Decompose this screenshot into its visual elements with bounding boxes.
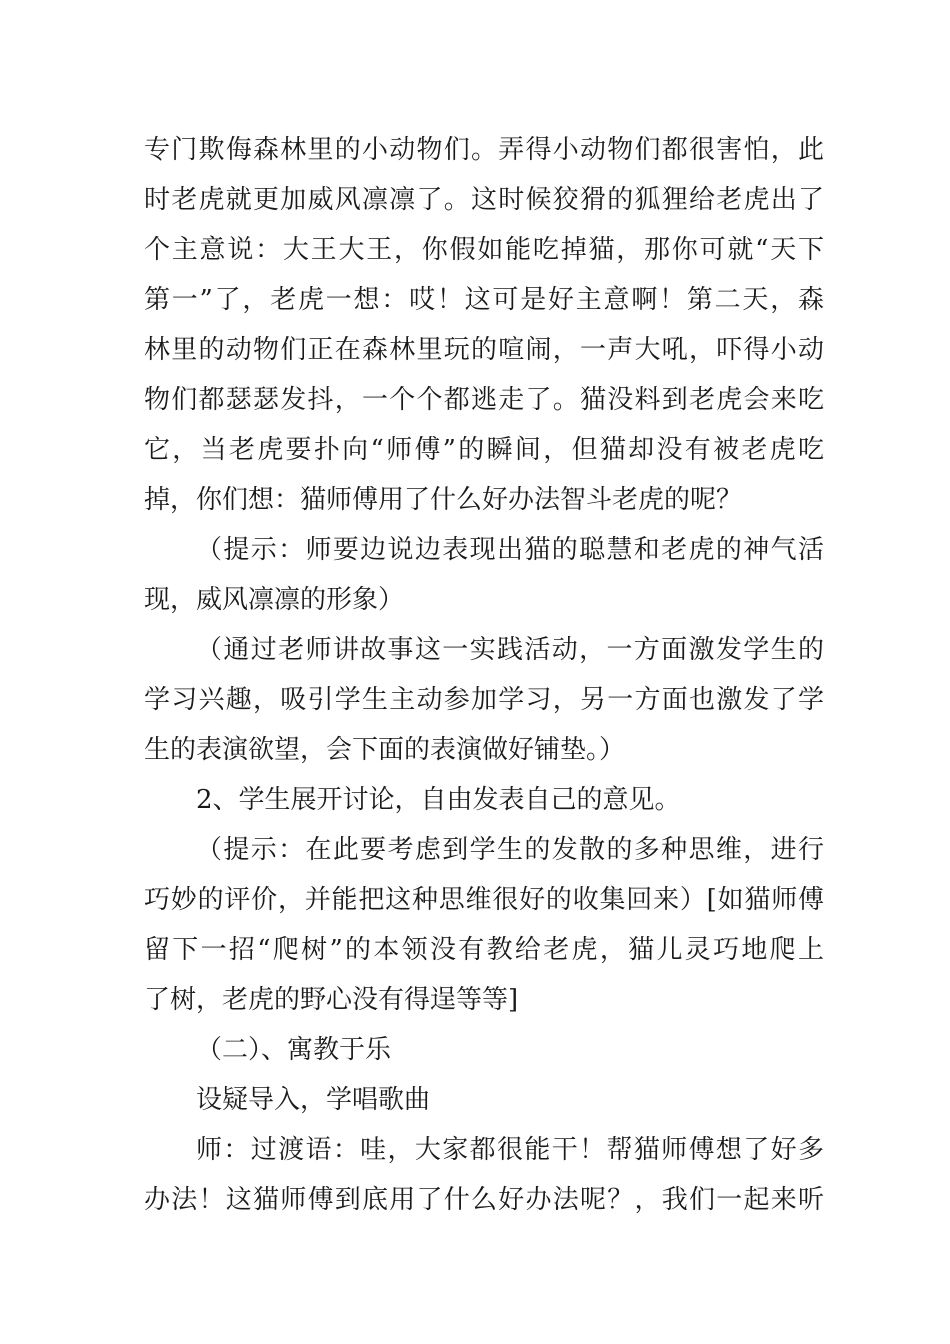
text-line: 它，当老虎要扑向“师傅”的瞬间，但猫却没有被老虎吃	[144, 435, 824, 465]
text-line: 物们都瑟瑟发抖，一个个都逃走了。猫没料到老虎会来吃	[144, 385, 824, 415]
note-paragraph-line: 生的表演欲望，会下面的表演做好铺垫。）	[144, 735, 626, 765]
hint-paragraph-line: 留下一招“爬树”的本领没有教给老虎，猫儿灵巧地爬上	[144, 935, 824, 965]
hint-paragraph-line: （提示：在此要考虑到学生的发散的多种思维，进行	[196, 835, 824, 865]
hint-paragraph-line: （提示：师要边说边表现出猫的聪慧和老虎的神气活	[196, 535, 824, 565]
text-line: 专门欺侮森林里的小动物们。弄得小动物们都很害怕，此	[144, 135, 824, 165]
text-line: 个主意说：大王大王，你假如能吃掉猫，那你可就“天下	[144, 235, 824, 265]
note-paragraph-line: 学习兴趣，吸引学生主动参加学习，另一方面也激发了学	[144, 685, 824, 715]
note-paragraph-line: （通过老师讲故事这一实践活动，一方面激发学生的	[196, 635, 824, 665]
hint-paragraph-line: 现，威风凛凛的形象）	[144, 585, 405, 615]
section-heading: （二）、寓教于乐	[196, 1035, 392, 1065]
hint-paragraph-line: 了树，老虎的野心没有得逞等等]	[144, 985, 519, 1015]
subsection-heading: 设疑导入，学唱歌曲	[196, 1085, 431, 1115]
discussion-item: 2、学生展开讨论，自由发表自己的意见。	[196, 785, 681, 815]
hint-paragraph-line: 巧妙的评价，并能把这种思维很好的收集回来）[如猫师傅	[144, 885, 824, 915]
text-line: 时老虎就更加威风凛凛了。这时候狡猾的狐狸给老虎出了	[144, 185, 824, 215]
text-line: 掉，你们想：猫师傅用了什么好办法智斗老虎的呢？	[144, 485, 743, 515]
teacher-line: 办法！这猫师傅到底用了什么好办法呢？，我们一起来听	[144, 1185, 824, 1215]
text-line: 第一”了，老虎一想：哎！这可是好主意啊！第二天，森	[144, 285, 824, 315]
text-line: 林里的动物们正在森林里玩的喧闹，一声大吼，吓得小动	[144, 335, 824, 365]
teacher-line: 师：过渡语：哇，大家都很能干！帮猫师傅想了好多	[196, 1135, 824, 1165]
